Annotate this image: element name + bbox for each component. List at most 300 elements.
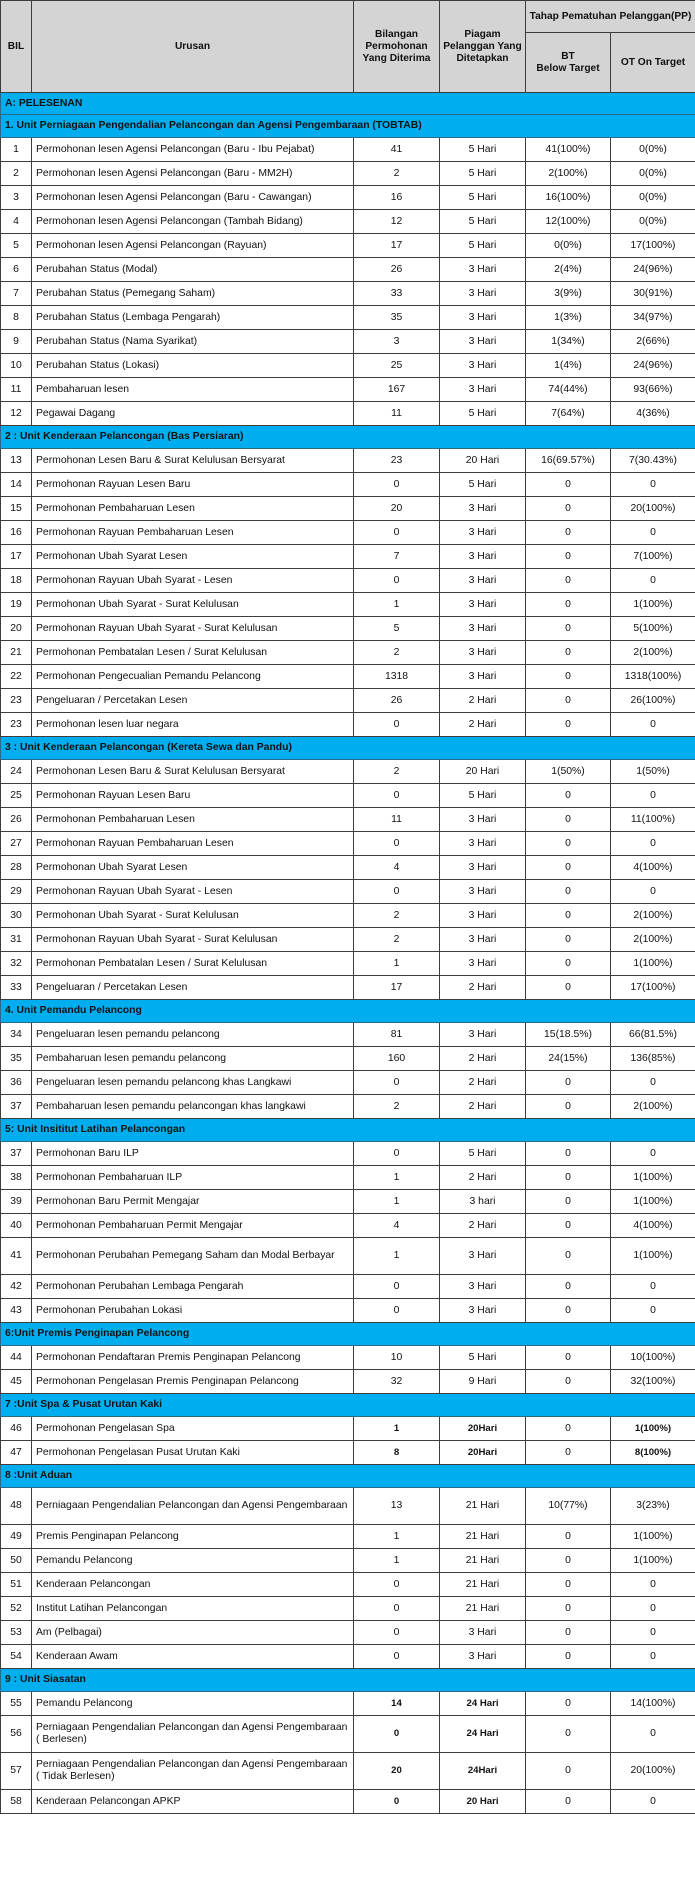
cell-urusan: Permohonan Perubahan Pemegang Saham dan Modal Berbayar	[32, 1238, 354, 1275]
cell-urusan: Permohonan Ubah Syarat Lesen	[32, 545, 354, 569]
cell-bt: 0	[526, 1370, 611, 1394]
cell-bilangan: 1	[354, 952, 440, 976]
cell-ot: 17(100%)	[611, 976, 695, 1000]
cell-bilangan: 2	[354, 1095, 440, 1119]
cell-bil: 30	[1, 904, 32, 928]
cell-bilangan: 0	[354, 1790, 440, 1814]
cell-bilangan: 1	[354, 1549, 440, 1573]
table-row	[1, 1716, 695, 1753]
cell-bt: 1(50%)	[526, 760, 611, 784]
cell-bt: 0	[526, 713, 611, 737]
header-tahap: Tahap Pematuhan Pelanggan(PP)	[526, 1, 695, 33]
cell-bt: 0	[526, 856, 611, 880]
cell-ot: 1(100%)	[611, 1549, 695, 1573]
table-row	[1, 641, 695, 665]
cell-bt: 0	[526, 617, 611, 641]
cell-bil: 22	[1, 665, 32, 689]
header-ot	[611, 33, 695, 93]
cell-bil: 34	[1, 1023, 32, 1047]
table-header	[1, 1, 695, 93]
cell-bil: 15	[1, 497, 32, 521]
table-row	[1, 760, 695, 784]
cell-bil: 42	[1, 1275, 32, 1299]
cell-ot: 7(100%)	[611, 545, 695, 569]
cell-bil: 4	[1, 210, 32, 234]
cell-piagam: 3 Hari	[440, 1275, 526, 1299]
cell-urusan: Permohonan Rayuan Lesen Baru	[32, 784, 354, 808]
cell-bt: 3(9%)	[526, 282, 611, 306]
cell-bil: 53	[1, 1621, 32, 1645]
cell-urusan: Pengeluaran lesen pemandu pelancong	[32, 1023, 354, 1047]
cell-urusan: Pemandu Pelancong	[32, 1549, 354, 1573]
cell-ot: 0	[611, 1299, 695, 1323]
table-row	[1, 832, 695, 856]
section-header-row	[1, 1669, 695, 1692]
cell-bt: 12(100%)	[526, 210, 611, 234]
cell-piagam: 3 Hari	[440, 545, 526, 569]
cell-bilangan: 11	[354, 808, 440, 832]
cell-bil: 56	[1, 1716, 32, 1753]
cell-piagam: 3 Hari	[440, 1299, 526, 1323]
table-row	[1, 1370, 695, 1394]
cell-bt: 0	[526, 1621, 611, 1645]
cell-urusan: Permohonan Rayuan Pembaharuan Lesen	[32, 832, 354, 856]
cell-bil: 55	[1, 1692, 32, 1716]
cell-urusan: Permohonan Perubahan Lembaga Pengarah	[32, 1275, 354, 1299]
section-title: 5: Unit Insititut Latihan Pelancongan	[1, 1119, 695, 1142]
section-header-row	[1, 93, 695, 115]
cell-ot: 2(100%)	[611, 1095, 695, 1119]
table-row	[1, 1238, 695, 1275]
cell-bt: 0	[526, 1441, 611, 1465]
cell-piagam: 24 Hari	[440, 1692, 526, 1716]
cell-urusan: Perubahan Status (Nama Syarikat)	[32, 330, 354, 354]
table-row	[1, 1692, 695, 1716]
cell-bil: 36	[1, 1071, 32, 1095]
cell-bilangan: 1	[354, 1166, 440, 1190]
cell-ot: 4(36%)	[611, 402, 695, 426]
cell-bt: 0	[526, 1753, 611, 1790]
cell-ot: 17(100%)	[611, 234, 695, 258]
cell-bilangan: 10	[354, 1346, 440, 1370]
cell-urusan: Permohonan Perubahan Lokasi	[32, 1299, 354, 1323]
cell-bt: 0	[526, 1692, 611, 1716]
table-row	[1, 354, 695, 378]
cell-bil: 50	[1, 1549, 32, 1573]
table-row	[1, 1488, 695, 1525]
cell-bil: 43	[1, 1299, 32, 1323]
cell-urusan: Pemandu Pelancong	[32, 1692, 354, 1716]
cell-ot: 0(0%)	[611, 162, 695, 186]
cell-bt: 15(18.5%)	[526, 1023, 611, 1047]
cell-bt: 0	[526, 1549, 611, 1573]
cell-urusan: Kenderaan Pelancongan APKP	[32, 1790, 354, 1814]
cell-ot: 20(100%)	[611, 497, 695, 521]
table-row	[1, 378, 695, 402]
cell-bilangan: 7	[354, 545, 440, 569]
cell-bil: 5	[1, 234, 32, 258]
cell-bilangan: 26	[354, 689, 440, 713]
cell-ot: 1(100%)	[611, 1417, 695, 1441]
cell-ot: 3(23%)	[611, 1488, 695, 1525]
table-row	[1, 1346, 695, 1370]
cell-piagam: 2 Hari	[440, 1214, 526, 1238]
cell-piagam: 21 Hari	[440, 1573, 526, 1597]
cell-urusan: Permohonan Rayuan Ubah Syarat - Surat Kelulusan	[32, 928, 354, 952]
cell-piagam: 24Hari	[440, 1753, 526, 1790]
table-row	[1, 713, 695, 737]
cell-urusan: Permohonan Pengelasan Premis Penginapan Pelancong	[32, 1370, 354, 1394]
cell-ot: 93(66%)	[611, 378, 695, 402]
cell-bil: 31	[1, 928, 32, 952]
cell-ot: 136(85%)	[611, 1047, 695, 1071]
cell-urusan: Perniagaan Pengendalian Pelancongan dan Agensi Pengembaraan ( Tidak Berlesen)	[32, 1753, 354, 1790]
cell-bilangan: 2	[354, 904, 440, 928]
cell-bil: 51	[1, 1573, 32, 1597]
cell-urusan: Permohonan Pengelasan Pusat Urutan Kaki	[32, 1441, 354, 1465]
cell-urusan: Permohonan Rayuan Lesen Baru	[32, 473, 354, 497]
cell-bilangan: 14	[354, 1692, 440, 1716]
cell-ot: 0(0%)	[611, 138, 695, 162]
cell-urusan: Pengeluaran lesen pemandu pelancong khas Langkawi	[32, 1071, 354, 1095]
cell-bil: 2	[1, 162, 32, 186]
cell-ot: 0	[611, 784, 695, 808]
cell-bil: 37	[1, 1142, 32, 1166]
cell-urusan: Am (Pelbagai)	[32, 1621, 354, 1645]
cell-bt: 1(34%)	[526, 330, 611, 354]
cell-bt: 0	[526, 928, 611, 952]
cell-bil: 6	[1, 258, 32, 282]
table-row	[1, 1549, 695, 1573]
cell-bt: 0	[526, 952, 611, 976]
table-row	[1, 976, 695, 1000]
cell-piagam: 3 Hari	[440, 856, 526, 880]
cell-piagam: 2 Hari	[440, 1166, 526, 1190]
cell-piagam: 21 Hari	[440, 1549, 526, 1573]
cell-urusan: Permohonan lesen Agensi Pelancongan (Baru - Ibu Pejabat)	[32, 138, 354, 162]
cell-piagam: 2 Hari	[440, 1047, 526, 1071]
cell-bilangan: 167	[354, 378, 440, 402]
table-row	[1, 473, 695, 497]
cell-bil: 9	[1, 330, 32, 354]
section-title: 4. Unit Pemandu Pelancong	[1, 1000, 695, 1023]
cell-bilangan: 0	[354, 1597, 440, 1621]
cell-piagam: 5 Hari	[440, 162, 526, 186]
cell-bt: 0	[526, 1790, 611, 1814]
cell-urusan: Perniagaan Pengendalian Pelancongan dan Agensi Pengembaraan	[32, 1488, 354, 1525]
table-row	[1, 928, 695, 952]
cell-bilangan: 0	[354, 569, 440, 593]
section-header-row	[1, 1394, 695, 1417]
cell-urusan: Permohonan Pendaftaran Premis Penginapan Pelancong	[32, 1346, 354, 1370]
table-row	[1, 1645, 695, 1669]
cell-ot: 1(100%)	[611, 1525, 695, 1549]
cell-bil: 26	[1, 808, 32, 832]
cell-piagam: 20 Hari	[440, 760, 526, 784]
cell-bilangan: 32	[354, 1370, 440, 1394]
cell-bil: 49	[1, 1525, 32, 1549]
cell-ot: 0	[611, 1142, 695, 1166]
cell-ot: 24(96%)	[611, 258, 695, 282]
cell-bt: 0	[526, 784, 611, 808]
cell-ot: 26(100%)	[611, 689, 695, 713]
cell-bilangan: 1	[354, 1417, 440, 1441]
cell-bt: 0	[526, 1417, 611, 1441]
cell-piagam: 3 Hari	[440, 258, 526, 282]
cell-piagam: 21 Hari	[440, 1488, 526, 1525]
cell-ot: 0(0%)	[611, 186, 695, 210]
cell-bilangan: 0	[354, 1275, 440, 1299]
cell-ot: 1318(100%)	[611, 665, 695, 689]
cell-bt: 7(64%)	[526, 402, 611, 426]
cell-ot: 1(50%)	[611, 760, 695, 784]
table-row	[1, 1190, 695, 1214]
cell-bilangan: 0	[354, 1299, 440, 1323]
cell-urusan: Pembaharuan lesen	[32, 378, 354, 402]
table-row	[1, 593, 695, 617]
cell-piagam: 24 Hari	[440, 1716, 526, 1753]
cell-ot: 4(100%)	[611, 856, 695, 880]
cell-bt: 0	[526, 1142, 611, 1166]
table-row	[1, 1047, 695, 1071]
cell-piagam: 3 Hari	[440, 354, 526, 378]
cell-piagam: 3 Hari	[440, 1621, 526, 1645]
cell-piagam: 3 Hari	[440, 1023, 526, 1047]
cell-bilangan: 0	[354, 521, 440, 545]
cell-piagam: 3 Hari	[440, 593, 526, 617]
cell-ot: 14(100%)	[611, 1692, 695, 1716]
table-row	[1, 784, 695, 808]
cell-urusan: Permohonan Rayuan Pembaharuan Lesen	[32, 521, 354, 545]
cell-urusan: Pegawai Dagang	[32, 402, 354, 426]
cell-ot: 0	[611, 521, 695, 545]
cell-ot: 0	[611, 713, 695, 737]
cell-piagam: 3 Hari	[440, 928, 526, 952]
cell-urusan: Permohonan Ubah Syarat - Surat Kelulusan	[32, 593, 354, 617]
cell-piagam: 20Hari	[440, 1417, 526, 1441]
header-bt-text: BT Below Target	[536, 50, 600, 74]
table-row	[1, 1441, 695, 1465]
cell-piagam: 5 Hari	[440, 1346, 526, 1370]
table-row	[1, 138, 695, 162]
section-header-row	[1, 737, 695, 760]
table-row	[1, 1597, 695, 1621]
cell-bil: 29	[1, 880, 32, 904]
cell-bil: 10	[1, 354, 32, 378]
table-row	[1, 1790, 695, 1814]
cell-ot: 2(100%)	[611, 928, 695, 952]
cell-bil: 39	[1, 1190, 32, 1214]
cell-urusan: Permohonan Pembatalan Lesen / Surat Kelulusan	[32, 952, 354, 976]
cell-urusan: Permohonan Pembaharuan Lesen	[32, 808, 354, 832]
cell-bt: 0	[526, 1573, 611, 1597]
table-row	[1, 1299, 695, 1323]
cell-bil: 32	[1, 952, 32, 976]
table-row	[1, 1166, 695, 1190]
cell-urusan: Permohonan Baru Permit Mengajar	[32, 1190, 354, 1214]
table-row	[1, 569, 695, 593]
table-row	[1, 1753, 695, 1790]
cell-piagam: 5 Hari	[440, 138, 526, 162]
cell-urusan: Pembaharuan lesen pemandu pelancongan khas langkawi	[32, 1095, 354, 1119]
cell-urusan: Permohonan Pengelasan Spa	[32, 1417, 354, 1441]
cell-bilangan: 4	[354, 1214, 440, 1238]
cell-piagam: 2 Hari	[440, 1095, 526, 1119]
table-row	[1, 210, 695, 234]
cell-bilangan: 17	[354, 234, 440, 258]
cell-urusan: Permohonan lesen luar negara	[32, 713, 354, 737]
cell-urusan: Permohonan Ubah Syarat - Surat Kelulusan	[32, 904, 354, 928]
cell-bt: 2(100%)	[526, 162, 611, 186]
cell-bil: 11	[1, 378, 32, 402]
cell-urusan: Pembaharuan lesen pemandu pelancong	[32, 1047, 354, 1071]
cell-piagam: 3 Hari	[440, 665, 526, 689]
table-row	[1, 521, 695, 545]
table-row	[1, 282, 695, 306]
cell-piagam: 5 Hari	[440, 234, 526, 258]
cell-ot: 34(97%)	[611, 306, 695, 330]
cell-bilangan: 3	[354, 330, 440, 354]
cell-bt: 0	[526, 473, 611, 497]
cell-ot: 0	[611, 832, 695, 856]
cell-bilangan: 26	[354, 258, 440, 282]
cell-piagam: 3 Hari	[440, 282, 526, 306]
table-row	[1, 186, 695, 210]
cell-piagam: 3 Hari	[440, 569, 526, 593]
cell-bil: 13	[1, 449, 32, 473]
cell-urusan: Institut Latihan Pelancongan	[32, 1597, 354, 1621]
cell-piagam: 3 Hari	[440, 880, 526, 904]
cell-bil: 25	[1, 784, 32, 808]
cell-bil: 41	[1, 1238, 32, 1275]
cell-bilangan: 12	[354, 210, 440, 234]
cell-bilangan: 4	[354, 856, 440, 880]
cell-bt: 0	[526, 1525, 611, 1549]
table-row	[1, 952, 695, 976]
cell-urusan: Perubahan Status (Lokasi)	[32, 354, 354, 378]
table-row	[1, 402, 695, 426]
cell-piagam: 5 Hari	[440, 402, 526, 426]
cell-urusan: Permohonan lesen Agensi Pelancongan (Tambah Bidang)	[32, 210, 354, 234]
cell-bilangan: 1	[354, 1238, 440, 1275]
header-bt	[526, 33, 611, 93]
cell-bilangan: 0	[354, 1142, 440, 1166]
cell-ot: 7(30.43%)	[611, 449, 695, 473]
cell-bt: 0	[526, 521, 611, 545]
cell-urusan: Permohonan Pengecualian Pemandu Pelancong	[32, 665, 354, 689]
cell-ot: 20(100%)	[611, 1753, 695, 1790]
cell-bil: 1	[1, 138, 32, 162]
cell-bilangan: 1318	[354, 665, 440, 689]
table-row	[1, 1142, 695, 1166]
cell-piagam: 3 hari	[440, 1190, 526, 1214]
cell-bil: 45	[1, 1370, 32, 1394]
cell-bilangan: 33	[354, 282, 440, 306]
cell-bilangan: 23	[354, 449, 440, 473]
cell-bt: 0	[526, 1275, 611, 1299]
cell-ot: 0	[611, 1275, 695, 1299]
section-title: 2 : Unit Kenderaan Pelancongan (Bas Persiaran)	[1, 426, 695, 449]
cell-bil: 37	[1, 1095, 32, 1119]
cell-ot: 0	[611, 569, 695, 593]
cell-piagam: 2 Hari	[440, 1071, 526, 1095]
cell-bt: 0(0%)	[526, 234, 611, 258]
table-body	[1, 93, 695, 1814]
cell-bt: 0	[526, 1645, 611, 1669]
cell-bilangan: 1	[354, 593, 440, 617]
section-header-row	[1, 1323, 695, 1346]
cell-urusan: Permohonan Lesen Baru & Surat Kelulusan Bersyarat	[32, 449, 354, 473]
cell-bilangan: 2	[354, 928, 440, 952]
cell-bilangan: 2	[354, 760, 440, 784]
cell-bt: 0	[526, 497, 611, 521]
header-piagam: Piagam Pelanggan Yang Ditetapkan	[440, 1, 526, 93]
cell-bt: 16(100%)	[526, 186, 611, 210]
cell-urusan: Permohonan Ubah Syarat Lesen	[32, 856, 354, 880]
table-row	[1, 665, 695, 689]
table-row	[1, 1621, 695, 1645]
header-bil: BIL	[1, 1, 32, 93]
cell-urusan: Kenderaan Pelancongan	[32, 1573, 354, 1597]
cell-bilangan: 1	[354, 1525, 440, 1549]
cell-bilangan: 17	[354, 976, 440, 1000]
cell-piagam: 2 Hari	[440, 976, 526, 1000]
cell-bil: 27	[1, 832, 32, 856]
cell-bt: 0	[526, 832, 611, 856]
section-title: 3 : Unit Kenderaan Pelancongan (Kereta Sewa dan Pandu)	[1, 737, 695, 760]
table-row	[1, 1071, 695, 1095]
cell-bilangan: 0	[354, 713, 440, 737]
cell-bil: 23	[1, 713, 32, 737]
cell-bt: 0	[526, 689, 611, 713]
table-row	[1, 1417, 695, 1441]
table-row	[1, 880, 695, 904]
cell-bil: 47	[1, 1441, 32, 1465]
table-row	[1, 689, 695, 713]
table-row	[1, 258, 695, 282]
cell-bil: 44	[1, 1346, 32, 1370]
cell-bt: 0	[526, 1071, 611, 1095]
cell-bilangan: 0	[354, 1573, 440, 1597]
table-row	[1, 617, 695, 641]
cell-piagam: 20Hari	[440, 1441, 526, 1465]
cell-piagam: 5 Hari	[440, 1142, 526, 1166]
cell-bt: 0	[526, 1166, 611, 1190]
cell-piagam: 2 Hari	[440, 713, 526, 737]
cell-bilangan: 13	[354, 1488, 440, 1525]
section-title: 8 :Unit Aduan	[1, 1465, 695, 1488]
header-urusan: Urusan	[32, 1, 354, 93]
cell-piagam: 3 Hari	[440, 641, 526, 665]
table-row	[1, 1275, 695, 1299]
cell-piagam: 20 Hari	[440, 1790, 526, 1814]
cell-bt: 0	[526, 641, 611, 665]
section-title: 7 :Unit Spa & Pusat Urutan Kaki	[1, 1394, 695, 1417]
cell-bilangan: 16	[354, 186, 440, 210]
cell-piagam: 21 Hari	[440, 1525, 526, 1549]
cell-ot: 24(96%)	[611, 354, 695, 378]
cell-bilangan: 25	[354, 354, 440, 378]
cell-bil: 52	[1, 1597, 32, 1621]
cell-bt: 0	[526, 808, 611, 832]
cell-urusan: Permohonan Rayuan Ubah Syarat - Lesen	[32, 880, 354, 904]
cell-bilangan: 41	[354, 138, 440, 162]
cell-urusan: Perubahan Status (Modal)	[32, 258, 354, 282]
cell-ot: 1(100%)	[611, 1166, 695, 1190]
cell-bil: 48	[1, 1488, 32, 1525]
cell-urusan: Permohonan lesen Agensi Pelancongan (Baru - MM2H)	[32, 162, 354, 186]
cell-bt: 0	[526, 1190, 611, 1214]
